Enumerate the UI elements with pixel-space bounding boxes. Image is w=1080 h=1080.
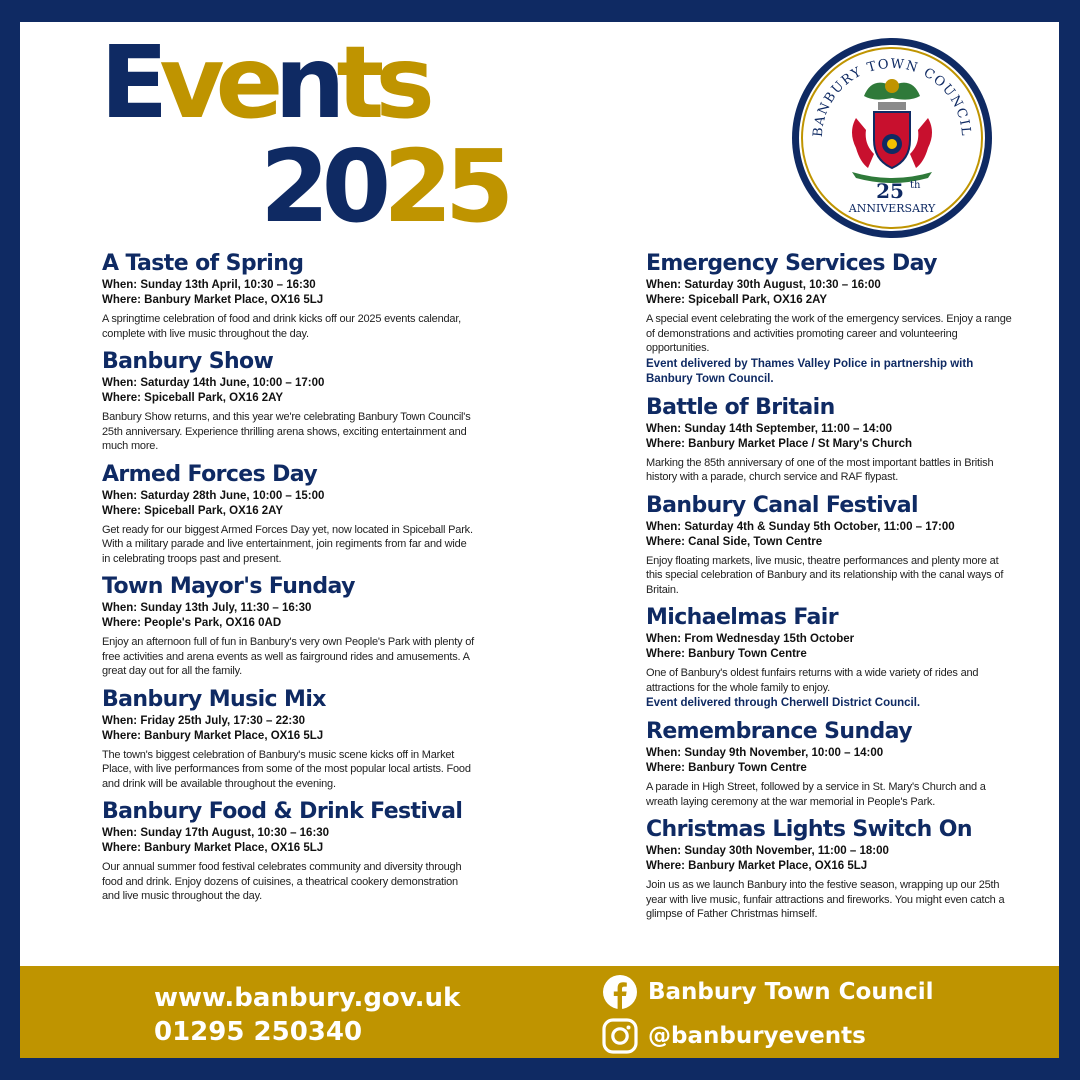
event-item <box>646 250 1016 387</box>
website-link[interactable]: www.banbury.gov.uk <box>154 983 461 1013</box>
event-item <box>646 394 1016 485</box>
facebook-icon <box>602 974 638 1010</box>
event-title: Banbury Show <box>102 349 274 374</box>
event-where: Where: Spiceball Park, OX16 2AY <box>646 294 828 306</box>
event-when: When: Sunday 17th August, 10:30 – 16:30 <box>102 827 330 839</box>
event-description: Enjoy an afternoon full of fun in Banbury's very own People's Park with plenty of free activities and arena events as well as fairground rides and amusements. A great day out for all the family. <box>102 636 474 677</box>
event-item <box>102 798 477 904</box>
event-description: One of Banbury's oldest funfairs returns with a wide variety of rides and attractions for the whole family to enjoy. <box>646 667 979 694</box>
event-item <box>646 492 1016 598</box>
event-description: Our annual summer food festival celebrates community and diversity through food and drink. Enjoy dozens of cuisines, a theatrical cookery demonstration and live music throughout the day. <box>102 861 462 902</box>
council-crest-logo <box>790 36 994 240</box>
event-when: When: Saturday 28th June, 10:00 – 15:00 <box>102 489 325 502</box>
event-title: Michaelmas Fair <box>646 605 838 630</box>
event-note: Event delivered through Cherwell District Council. <box>646 697 921 709</box>
poster-panel <box>20 22 1059 966</box>
event-when: When: Friday 25th July, 17:30 – 22:30 <box>102 714 306 727</box>
event-when: When: From Wednesday 15th October <box>646 633 855 645</box>
event-when: When: Saturday 4th & Sunday 5th October, 11:00 – 17:00 <box>646 520 955 533</box>
event-description: A springtime celebration of food and drink kicks off our 2025 events calendar, complete with live music throughout the day. <box>102 313 462 340</box>
event-where: Where: Banbury Market Place, OX16 5LJ <box>102 294 324 306</box>
instagram-icon <box>602 1018 638 1054</box>
event-when: When: Sunday 30th November, 11:00 – 18:00 <box>646 845 889 857</box>
event-when: When: Sunday 13th April, 10:30 – 16:30 <box>102 279 316 291</box>
event-description: Enjoy floating markets, live music, theatre performances and plenty more at this special celebration of Banbury and its relationship with the canal ways of Britain. <box>646 554 1004 596</box>
event-item <box>646 816 1016 922</box>
logo-anniversary-label: ANNIVERSARY <box>848 202 936 215</box>
event-title: Christmas Lights Switch On <box>646 817 972 842</box>
event-where: Where: Spiceball Park, OX16 2AY <box>102 504 284 517</box>
event-where: Where: Banbury Market Place, OX16 5LJ <box>102 842 324 854</box>
event-title: Remembrance Sunday <box>646 719 912 744</box>
title-letters-ve: ve <box>159 24 275 141</box>
logo-anniversary-suffix: th <box>910 180 921 191</box>
phone-number[interactable]: 01295 250340 <box>154 1017 363 1047</box>
event-description: Marking the 85th anniversary of one of the most important battles in British history with a parade, church service and RAF flypast. <box>646 456 994 483</box>
events-column-right <box>646 250 1016 929</box>
event-item <box>102 250 477 341</box>
event-where: Where: Banbury Town Centre <box>646 762 807 774</box>
instagram-label: @banburyevents <box>648 1023 866 1049</box>
event-where: Where: Banbury Market Place, OX16 5LJ <box>646 860 868 872</box>
event-where: Where: People's Park, OX16 0AD <box>102 617 282 629</box>
event-item <box>102 686 477 792</box>
events-column-left <box>102 250 477 911</box>
event-item <box>102 461 477 567</box>
event-description: A parade in High Street, followed by a service in St. Mary's Church and a wreath laying ceremony at the war memorial in People's Park. <box>646 781 986 808</box>
event-where: Where: Canal Side, Town Centre <box>646 535 823 548</box>
event-title: Town Mayor's Funday <box>102 574 355 599</box>
title-letter-e: E <box>100 24 160 141</box>
event-title: Armed Forces Day <box>102 461 318 487</box>
event-when: When: Saturday 14th June, 10:00 – 17:00 <box>102 377 325 389</box>
event-where: Where: Banbury Market Place / St Mary's Church <box>646 437 913 450</box>
title-letter-n: n <box>274 24 337 141</box>
event-item <box>102 348 477 454</box>
event-description: Banbury Show returns, and this year we're celebrating Banbury Town Council's 25th anniversary. Experience thrilling arena shows, exciting entertainment and much more. <box>102 411 471 452</box>
event-description: Get ready for our biggest Armed Forces Day yet, now located in Spiceball Park. With a military parade and live entertainment, join regiments from far and wide in celebrating troops past and present. <box>102 523 473 565</box>
facebook-label: Banbury Town Council <box>648 979 934 1005</box>
year-part-25: 25 <box>383 128 507 245</box>
facebook-link[interactable] <box>602 974 934 1010</box>
title-letters-ts: ts <box>336 24 426 141</box>
event-item <box>102 573 477 679</box>
event-item <box>646 604 1016 711</box>
event-when: When: Sunday 13th July, 11:30 – 16:30 <box>102 602 312 614</box>
event-description: Join us as we launch Banbury into the festive season, wrapping up our 25th year with live music, funfair attractions and fireworks. You might even catch a glimpse of Father Christmas himself. <box>646 879 1005 920</box>
event-when: When: Sunday 14th September, 11:00 – 14:00 <box>646 422 893 435</box>
logo-anniversary-number: 25 <box>876 179 904 203</box>
event-title: Battle of Britain <box>646 394 835 420</box>
footer-bar <box>20 966 1059 1058</box>
instagram-link[interactable] <box>602 1018 866 1054</box>
page-year <box>260 128 507 245</box>
event-where: Where: Banbury Town Centre <box>646 648 807 660</box>
page-title <box>100 24 426 141</box>
event-where: Where: Banbury Market Place, OX16 5LJ <box>102 729 324 742</box>
event-item <box>646 718 1016 809</box>
event-where: Where: Spiceball Park, OX16 2AY <box>102 392 284 404</box>
event-description: A special event celebrating the work of the emergency services. Enjoy a range of demonstrations and activities promoting career and volunteering opportunities. <box>646 313 1012 354</box>
event-title: A Taste of Spring <box>102 251 304 276</box>
year-part-20: 20 <box>260 128 384 245</box>
event-note: Event delivered by Thames Valley Police in partnership with Banbury Town Council. <box>646 357 974 385</box>
event-title: Banbury Canal Festival <box>646 492 918 518</box>
event-title: Emergency Services Day <box>646 251 937 276</box>
event-when: When: Saturday 30th August, 10:30 – 16:00 <box>646 279 881 291</box>
event-title: Banbury Music Mix <box>102 686 326 712</box>
event-description: The town's biggest celebration of Banbury's music scene kicks off in Market Place, with live performances from some of the most popular local artists. Food and drink will be available throughout the evening. <box>102 748 471 790</box>
event-when: When: Sunday 9th November, 10:00 – 14:00 <box>646 747 884 759</box>
logo-ring-text: BANBURY TOWN COUNCIL <box>810 56 974 138</box>
event-title: Banbury Food & Drink Festival <box>102 799 463 824</box>
